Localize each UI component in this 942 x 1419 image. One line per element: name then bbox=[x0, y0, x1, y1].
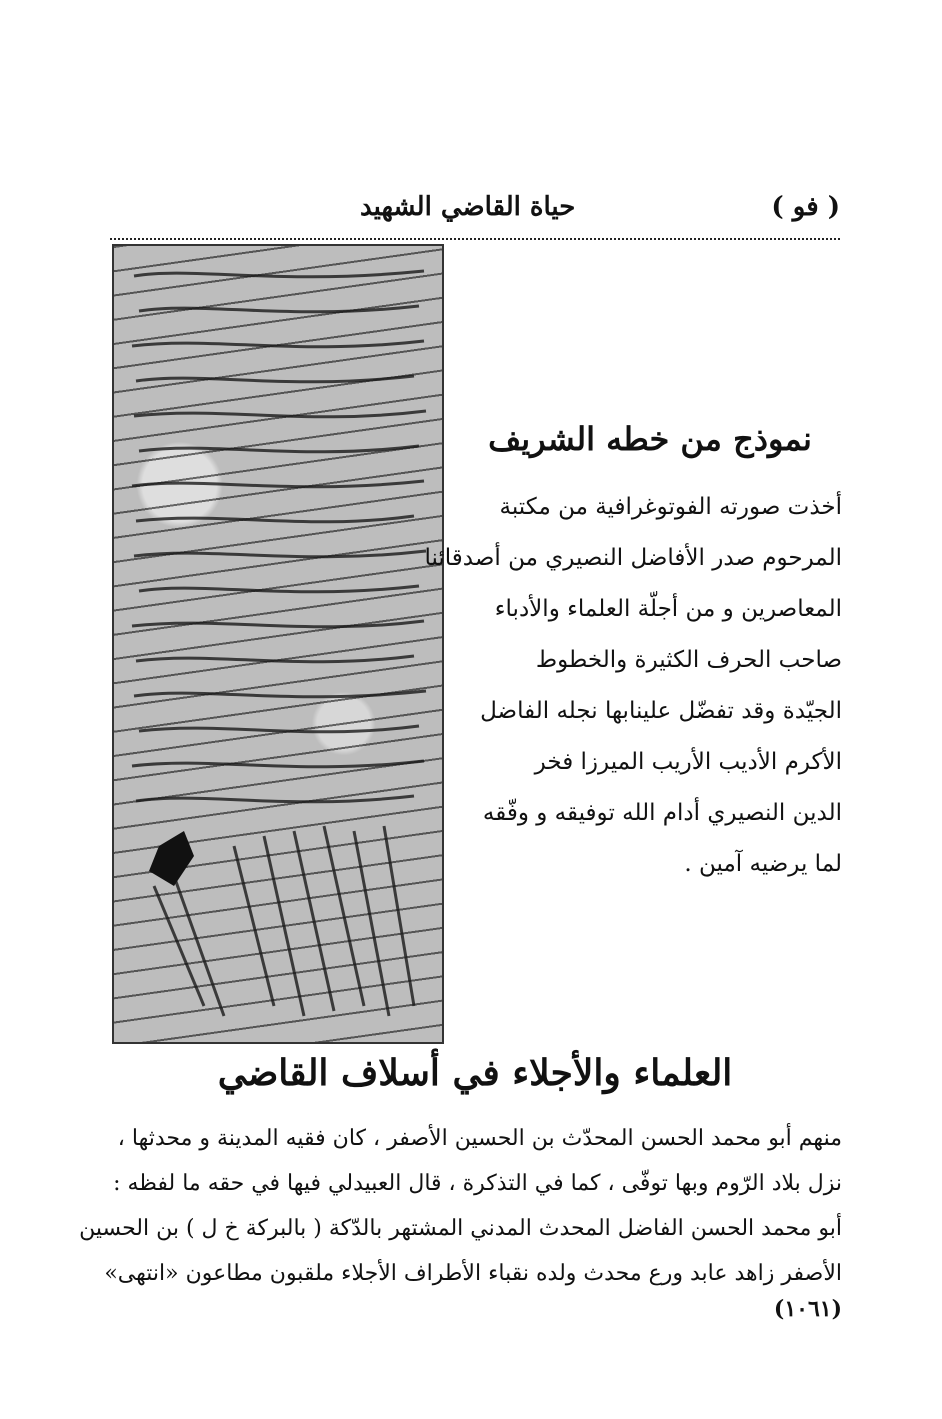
body-line: الأصفر زاهد عابد ورع محدث ولده نقباء الأطراف الأجلاء ملقبون مطاعون «انتهى» bbox=[104, 1261, 842, 1286]
caption-line: الدين النصيري أدام الله توفيقه و وفّقه bbox=[482, 800, 842, 826]
manuscript-handwriting-image bbox=[114, 246, 444, 1044]
caption-line: المرحوم صدر الأفاضل النصيري من أصدقائنا bbox=[424, 545, 842, 571]
running-header bbox=[110, 192, 840, 236]
image-section-heading: نموذج من خطه الشريف bbox=[488, 420, 812, 458]
caption-line: لما يرضيه آمين . bbox=[684, 851, 842, 877]
caption-line: صاحب الحرف الكثيرة والخطوط bbox=[535, 647, 842, 673]
page-marker: ( فو ) bbox=[771, 192, 840, 222]
body-line: نزل بلاد الرّوم وبها توفّى ، كما في التذكرة ، قال العبيدلي فيها في حقه ما لفظه : bbox=[113, 1171, 842, 1196]
running-title: حياة القاضي الشهيد bbox=[360, 192, 576, 222]
caption-line: أخذت صورته الفوتوغرافية من مكتبة bbox=[499, 494, 842, 520]
body-paragraph bbox=[79, 1116, 842, 1296]
caption-line: المعاصرين و من أجلّة العلماء والأدباء bbox=[494, 596, 842, 622]
caption-line: الأكرم الأديب الأريب الميرزا فخر bbox=[534, 749, 842, 775]
footnote-reference: (١٠٦١) bbox=[773, 1296, 842, 1322]
body-line: أبو محمد الحسن الفاضل المحدث المدني المشتهر بالدّكة ( بالبركة خ ل ) بن الحسين bbox=[79, 1216, 842, 1241]
manuscript-photo bbox=[112, 244, 444, 1044]
body-line: منهم أبو محمد الحسن المحدّث بن الحسين الأصفر ، كان فقيه المدينة و محدثها ، bbox=[117, 1126, 842, 1151]
header-divider bbox=[110, 238, 840, 240]
section-heading: العلماء والأجلاء في أسلاف القاضي bbox=[217, 1052, 733, 1094]
image-caption bbox=[424, 482, 842, 890]
caption-line: الجيّدة وقد تفضّل علينابها نجله الفاضل bbox=[480, 698, 842, 724]
